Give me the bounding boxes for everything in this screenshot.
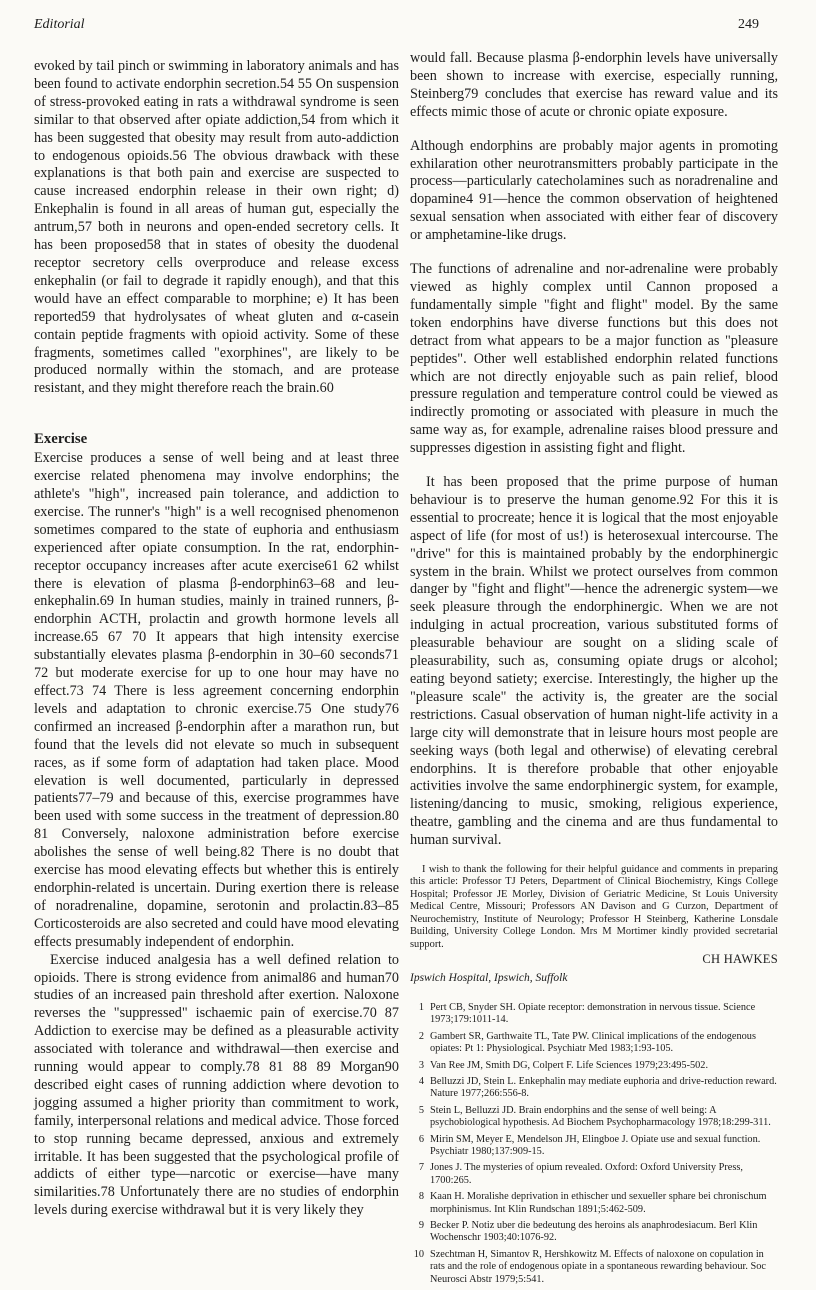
- reference-text: Van Ree JM, Smith DG, Colpert F. Life Sciences 1979;23:495-502.: [430, 1059, 709, 1071]
- reference-item: [410, 1076, 778, 1101]
- author-name: CH HAWKES: [702, 951, 778, 966]
- reference-number: 1: [418, 1001, 424, 1013]
- body-paragraph: The functions of adrenaline and nor-adrenaline were probably viewed as highly complex until Cannon proposed a fundamentally simple "fight and flight" model. By the same token endorphins have diverse functions but this does not detract from what appears to be a major function as "pleasure peptides". Other well established endorphin related functions which are not directly enjoyable such as pain relief, blood pressure regulation and temperature control could be viewed as indirectly promoting or associated with pleasure in much the same way as, for example, adrenaline raises blood pressure and suppresses digestion in assisting fight and flight.: [410, 261, 778, 457]
- reference-item: [410, 1162, 778, 1187]
- reference-text: Szechtman H, Simantov R, Hershkowitz M. Effects of naloxone on copulation in rats and the role of endogenous opiate in a spontaneous rewarding behaviour. Soc Neurosci Abstr 1979;5:541.: [430, 1248, 766, 1285]
- reference-item: [410, 1031, 778, 1056]
- reference-number: 3: [418, 1059, 424, 1071]
- reference-list: [410, 1002, 778, 1286]
- body-paragraph: Exercise produces a sense of well being and at least three exercise related phenomena may involve endorphins; the athlete's "high", increased pain tolerance, and addiction to exercise. The runner's "high" is a well recognised phenomenon sometimes compared to the state of euphoria and enthusiasm experienced after opiate consumption. In the rat, endorphin-receptor occupancy increases after acute exercise61 62 whilst there is elevation of plasma β-endorphin63–68 and leu-enkephalin.69 In human studies, mainly in trained runners, β-endorphin ACTH, prolactin and growth hormone levels all increase.65 67 70 It appears that high intensity exercise substantially elevates plasma β-endorphin in 30–60 seconds71 72 but moderate exercise for up to one hour may have no effect.73 74 There is less agreement concerning endorphin levels and adaptation to chronic exercise.75 One study76 confirmed an increased β-endorphin after a marathon run, but found that the levels did not elevate so much in subsequent races, as if some form of adaptation had taken place. Mood elevation is well documented, particularly in depressed patients77–79 and because of this, exercise programmes have been used with some success in the treatment of depression.80 81 Conversely, naloxone administration before exercise abolishes the sense of well being.82 There is no doubt that exercise has mood elevating effects but whether this is entirely endorphin-related is uncertain. During exertion there is release of noradrenaline, dopamine, serotonin and prolactin.83–85 Corticosteroids are also secreted and could have mood elevating effects presumably independent of endorphin.: [34, 450, 399, 950]
- reference-item: [410, 1220, 778, 1245]
- left-column: [34, 58, 399, 1220]
- body-paragraph: Exercise induced analgesia has a well defined relation to opioids. There is strong evidence from animal86 and human70 studies of an increased pain threshold after exertion. Naloxone reverses the "suppressed" ischaemic pain of exercise.70 87 Addiction to exercise may be defined as a pleasurable activity associated with tolerance and withdrawal—then exercise and running would appear to comply.78 81 88 89 Morgan90 described eight cases of running addiction where devotion to jogging assumed a higher priority than commitment to work, family, interpersonal relations and medical advice. Those forced to stop running became depressed, anxious and extremely irritable. It has been suggested that the psychological profile of addicts of either type—narcotic or exercise—have many similarities.78 Unfortunately there are no studies of endorphin levels during exercise withdrawal but it is very likely they: [34, 951, 399, 1219]
- body-paragraph: evoked by tail pinch or swimming in laboratory animals and has been found to activate endorphin secretion.54 55 On suspension of stress-provoked eating in rats a withdrawal syndrome is seen similar to that observed after opiate addiction,54 from which it has been suggested that obesity may result from auto-addiction to endogenous opioids.56 The obvious drawback with these explanations is that both pain and exercise are suspected to cause increased endorphin release in their own right; d) Enkephalin is found in all areas of human gut, especially the antrum,57 both in neurons and open-ended secretory cells. It has been proposed58 that in states of obesity the duodenal receptor secretory cells overproduce and release excess enkephalin (or fail to degrade it rapidly enough), and that this would have an effect comparable to morphine; e) It has been reported59 that hydrolysates of wheat gluten and α-casein contain peptide fragments with opioid activity. Some of these fragments, sometimes called "exorphines", are likely to be produced normally within the stomach, and are protease resistant, and they might therefore reach the brain.60: [34, 58, 399, 397]
- reference-number: 7: [418, 1162, 424, 1174]
- reference-item: [410, 1002, 778, 1027]
- body-paragraph: It has been proposed that the prime purpose of human behaviour is to preserve the human genome.92 For this it is essential to procreate; hence it is logical that the most enjoyable aspect of life (for most of us!) is heterosexual intercourse. The "drive" for this is maintained probably by the endorphinergic system in the brain. Whilst we protect ourselves from common danger by "fight and flight"—hence the adrenergic system—we seek pleasure through the endorphinergic. When we are not indulging in actual procreation, various substituted forms of pleasurable behaviour are sought on a sliding scale of pleasurability, such as, consuming opiate drugs or alcohol; eating beyond satiety; exercise. Interestingly, the higher up the "pleasure scale" the activity is, the greater are the social restrictions. Casual observation of human night-life activity in a large city will demonstrate that in leisure hours most people are seeking ways (both legal and otherwise) of elevating cerebral endorphins. It is therefore probable that other enjoyable activities involve the same endorphinergic system, for example, listening/dancing to music, smoking, religious experience, theatre, gambling and the cinema and are thus fundamental to human survival.: [410, 474, 778, 849]
- body-paragraph: Although endorphins are probably major agents in promoting exhilaration other neurotransmitters probably participate in the process—particularly catecholamines such as noradrenaline and dopamine4 91—hence the common observation of heightened sexual sensation when associated with either fear of discovery or amphetamine-like drugs.: [410, 137, 778, 244]
- reference-number: 2: [418, 1030, 424, 1042]
- reference-number: 4: [418, 1075, 424, 1087]
- reference-text: Stein L, Belluzzi JD. Brain endorphins and the sense of well being: A psychobiological hypothesis. Ad Biochem Psychopharmacology 1978;18:299-311.: [430, 1104, 771, 1129]
- reference-item: [410, 1249, 778, 1286]
- page-number: 249: [738, 17, 759, 32]
- reference-number: 10: [413, 1248, 424, 1260]
- section-heading-exercise: Exercise: [34, 431, 88, 448]
- body-paragraph: would fall. Because plasma β-endorphin levels have universally been shown to increase with exercise, especially running, Steinberg79 concludes that exercise has reward value and its effects mimic those of acute or chronic opiate exposure.: [410, 50, 778, 120]
- reference-item: [410, 1060, 778, 1072]
- reference-text: Becker P. Notiz uber die bedeutung des heroins als anaphrodesiacum. Berl Klin Wochenschr 1903;40:1076-92.: [430, 1220, 758, 1244]
- reference-number: 5: [418, 1104, 424, 1116]
- reference-text: Gambert SR, Garthwaite TL, Tate PW. Clinical implications of the endogenous opiates: Pt 1: Physiological. Psychiatr Med 1983;1:93-105.: [430, 1030, 756, 1055]
- reference-text: Jones J. The mysteries of opium revealed. Oxford: Oxford University Press, 1700:265.: [430, 1162, 743, 1186]
- reference-number: 9: [418, 1220, 424, 1231]
- author-affiliation: Ipswich Hospital, Ipswich, Suffolk: [410, 971, 568, 984]
- right-column: [410, 50, 778, 1290]
- reference-item: [410, 1191, 778, 1216]
- reference-text: Pert CB, Snyder SH. Opiate receptor: demonstration in nervous tissue. Science 1973;179:1011-14.: [430, 1001, 756, 1026]
- reference-text: Kaan H. Moralishe deprivation in ethischer und sexueller sphare bei chronischum morphinismus. Int Klin Rundschan 1891;5:462-509.: [430, 1191, 767, 1215]
- acknowledgement: I wish to thank the following for their helpful guidance and comments in preparing this article: Professor TJ Peters, Department of Clinical Biochemistry, Kings College Hospital; Professor JE Morley, Division of Geriatric Medicine, St Louis University Medical Centre, Missouri; Professors AN Davison and G Curzon, Department of Neurochemistry, Institute of Neurology; Professor H Steinberg, Katherine Lonsdale Building, University College London. Mrs M Mortimer kindly provided secretarial support.: [410, 864, 778, 950]
- reference-text: Belluzzi JD, Stein L. Enkephalin may mediate euphoria and drive-reduction reward. Nature 1977;266:556-8.: [430, 1075, 777, 1100]
- reference-number: 6: [418, 1133, 424, 1145]
- running-head-section: Editorial: [34, 17, 85, 32]
- reference-item: [410, 1105, 778, 1130]
- reference-text: Mirin SM, Meyer E, Mendelson JH, Elingboe J. Opiate use and sexual function. Psychiatr 1980;137:909-15.: [430, 1133, 761, 1157]
- reference-item: [410, 1134, 778, 1159]
- reference-number: 8: [418, 1191, 424, 1203]
